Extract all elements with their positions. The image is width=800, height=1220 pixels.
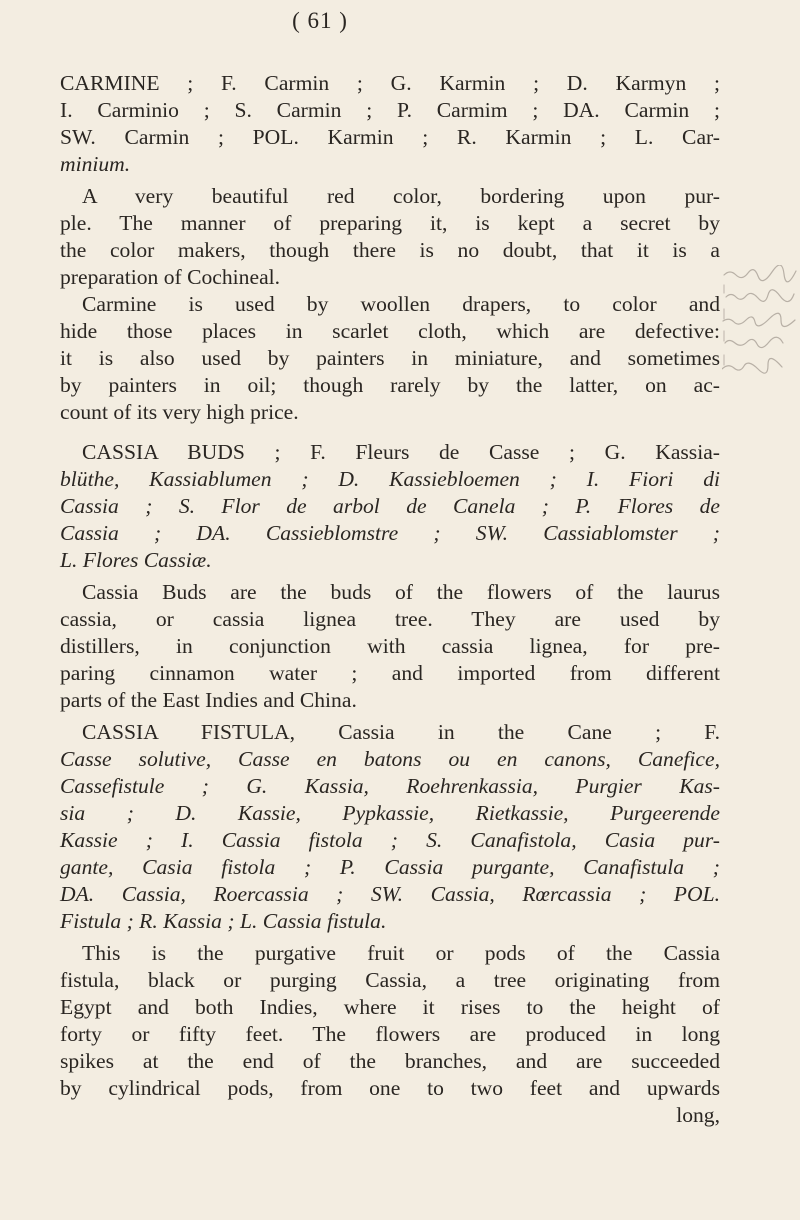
entry-names-line: CASSIA FISTULA, Cassia in the Cane ; F. xyxy=(82,720,720,744)
body-line: preparation of Cochineal. xyxy=(60,265,281,289)
body-line: by cylindrical pods, from one to two feet and upwards xyxy=(60,1076,720,1100)
body-line: forty or fifty feet. The flowers are produced in long xyxy=(60,1022,720,1046)
text-block xyxy=(60,70,720,1129)
body-line: fistula, black or purging Cassia, a tree originating from xyxy=(60,968,720,992)
body-line: paring cinnamon water ; and imported from different xyxy=(60,661,720,685)
body-line: distillers, in conjunction with cassia lignea, for pre- xyxy=(60,634,720,658)
entry-names-line: Cassia ; DA. Cassieblomstre ; SW. Cassiablomster ; xyxy=(60,521,720,545)
entry-names-line: DA. Cassia, Roercassia ; SW. Cassia, Rœrcassia ; POL. xyxy=(60,882,720,906)
body-line: ple. The manner of preparing it, is kept a secret by xyxy=(60,211,720,235)
body-line: count of its very high price. xyxy=(60,400,299,424)
entry-names-line: CASSIA BUDS ; F. Fleurs de Casse ; G. Kassia- xyxy=(82,440,720,464)
entry-names-line: I. Carminio ; S. Carmin ; P. Carmim ; DA. Carmin ; xyxy=(60,98,720,122)
body-line: Egypt and both Indies, where it rises to the height of xyxy=(60,995,720,1019)
entry-names-line: blüthe, Kassiablumen ; D. Kassiebloemen ; I. Fiori di xyxy=(60,467,720,491)
body-line: This is the purgative fruit or pods of the Cassia xyxy=(82,941,720,965)
body-line: spikes at the end of the branches, and are succeeded xyxy=(60,1049,720,1073)
body-line: A very beautiful red color, bordering upon pur- xyxy=(82,184,720,208)
margin-scribble-icon xyxy=(722,265,800,385)
entry-names-line: L. Flores Cassiæ. xyxy=(60,548,212,572)
body-line: Cassia Buds are the buds of the flowers of the laurus xyxy=(82,580,720,604)
body-line: long, xyxy=(676,1103,720,1127)
page-number xyxy=(0,8,800,34)
body-line: parts of the East Indies and China. xyxy=(60,688,357,712)
entry-names-line: CARMINE ; F. Carmin ; G. Karmin ; D. Karmyn ; xyxy=(60,71,720,95)
entry-names-line: Kassie ; I. Cassia fistola ; S. Canafistola, Casia pur- xyxy=(60,828,720,852)
handwritten-margin-note xyxy=(722,265,800,385)
entry-cassia-buds xyxy=(60,439,720,714)
body-line: the color makers, though there is no doubt, that it is a xyxy=(60,238,720,262)
entry-names-line: minium. xyxy=(60,152,131,176)
entry-names-line: Cassefistule ; G. Kassia, Roehrenkassia, Purgier Kas- xyxy=(60,774,720,798)
body-line: hide those places in scarlet cloth, which are defective: xyxy=(60,319,720,343)
entry-names-line: Fistula ; R. Kassia ; L. Cassia fistula. xyxy=(60,909,387,933)
entry-names-line: Cassia ; S. Flor de arbol de Canela ; P. Flores de xyxy=(60,494,720,518)
entry-names-line: Casse solutive, Casse en batons ou en canons, Canefice, xyxy=(60,747,720,771)
entry-names-line: SW. Carmin ; POL. Karmin ; R. Karmin ; L. Car- xyxy=(60,125,720,149)
entry-names-line: sia ; D. Kassie, Pypkassie, Rietkassie, Purgeerende xyxy=(60,801,720,825)
entry-names-line: gante, Casia fistola ; P. Cassia purgante, Canafistula ; xyxy=(60,855,720,879)
body-line: by painters in oil; though rarely by the latter, on ac- xyxy=(60,373,720,397)
body-line: it is also used by painters in miniature, and sometimes xyxy=(60,346,720,370)
body-line: cassia, or cassia lignea tree. They are used by xyxy=(60,607,720,631)
entry-carmine xyxy=(60,70,720,426)
page-number-text: ( 61 ) xyxy=(292,8,348,33)
body-line: Carmine is used by woollen drapers, to color and xyxy=(82,292,720,316)
entry-cassia-fistula xyxy=(60,719,720,1129)
